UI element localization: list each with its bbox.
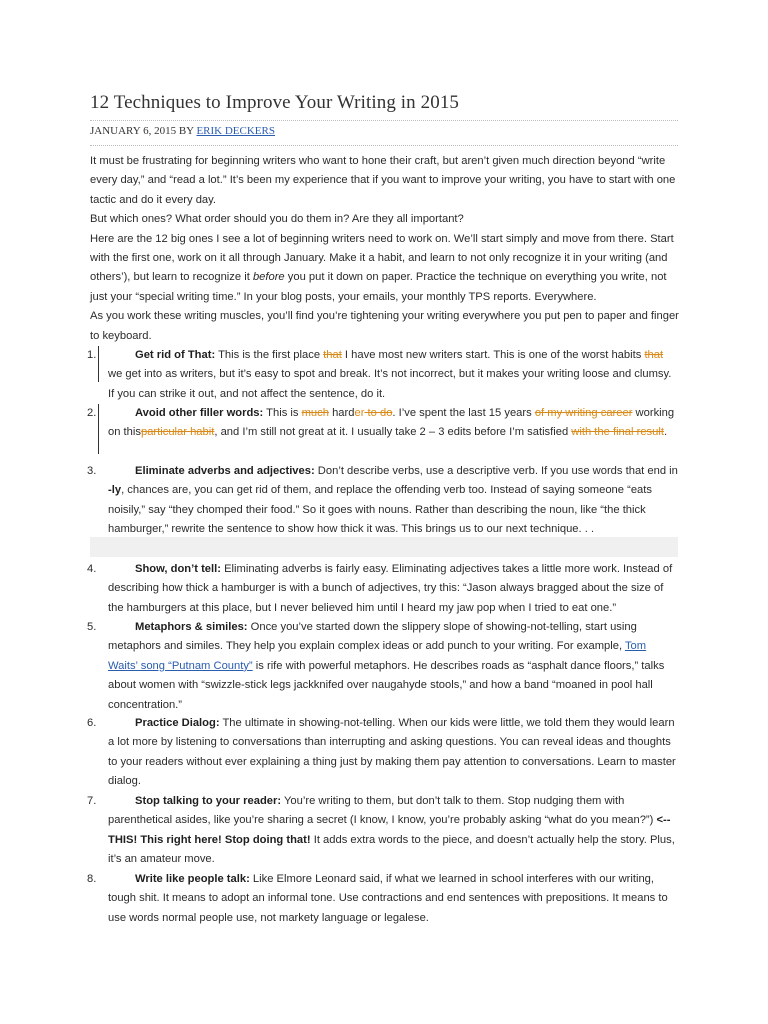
- list-item-text: Metaphors & similes: Once you’ve started down the slippery slope of showing-not-telling, start using metaphors and similes. They help you explain complex ideas or add punch to your writing. For example, Tom Waits’ song “Putnam County” is rife with powerful metaphors. He describes roads as “asphalt dance floors,” talks about women with “swizzle-stick legs jackknifed over naugahyde stools,” and how a band “moaned in pool hall concentration.”: [108, 621, 665, 711]
- deleted-text: with the final result: [571, 426, 664, 439]
- list-number: 6.: [87, 717, 97, 729]
- intro-paragraph: It must be frustrating for beginning writers who want to hone their craft, but aren’t given much direction beyond “write every day,” and “read a lot.” It’s been my experience that if you want to improve your writing, you have to start with one tactic and do it every day.: [90, 155, 676, 206]
- item-heading: Stop talking to your reader:: [135, 795, 282, 807]
- item-heading: Eliminate adverbs and adjectives:: [135, 465, 315, 477]
- emphasis-callout: <-- THIS! This right here! Stop doing that!: [108, 814, 671, 846]
- item-heading: Practice Dialog:: [135, 717, 220, 729]
- deleted-text: that: [323, 349, 342, 361]
- intro-question: But which ones? What order should you do them in? Are they all important?: [90, 213, 464, 226]
- item-heading: Write like people talk:: [135, 873, 250, 885]
- intro-paragraph-2: Here are the 12 big ones I see a lot of beginning writers need to work on. We’ll start simply and move from there. Start with the first one, work on it all through January. Make it a habit, and learn to not only recognize it in your writing (and others’), but learn to recognize it before you put it down on paper. Practice the technique on everything you write, not just your “special writing time.” In your blog posts, your emails, your monthly TPS reports. Everywhere.: [90, 232, 674, 303]
- author-link[interactable]: ERIK DECKERS: [196, 125, 275, 137]
- byline-divider: [90, 145, 678, 146]
- item-heading: Metaphors & similes:: [135, 621, 248, 633]
- item-heading: Get rid of That:: [135, 349, 216, 361]
- song-link[interactable]: Tom Waits’ song “Putnam County”: [108, 640, 647, 672]
- list-number: 1.: [87, 349, 97, 361]
- deleted-text: to do: [364, 407, 393, 419]
- list-item-text: Eliminate adverbs and adjectives: Don’t describe verbs, use a descriptive verb. If you use words that end in -ly, chances are, you can get rid of them, and replace the offending verb too. Instead of saying someone “eats noisily,” say “they chomped their food.” So it goes with nouns. Rather than describing the noun, like “the thick hamburger,” rewrite the sentence to show how thick it was. This brings us to our next technique. . .: [108, 465, 678, 536]
- deleted-text: of my writing career: [534, 407, 633, 419]
- list-item-text: Show, don’t tell: Eliminating adverbs is fairly easy. Eliminating adjectives takes a little more work. Instead of describing how thick a hamburger is with a bunch of adjectives, try this: “Jason always bragged about the size of the hamburgers at this place, but I never believed him until I heard my jaw pop when I tried to eat one.”: [108, 563, 673, 614]
- article-title: 12 Techniques to Improve Your Writing in 2015: [90, 92, 460, 113]
- list-item-text: Avoid other filler words: This is much harder to do. I’ve spent the last 15 years of my writing career working on thisparticular habit, and I’m still not great at it. I usually take 2 – 3 edits before I’m satisfied with the final result.: [108, 407, 675, 439]
- list-number: 2.: [87, 407, 97, 419]
- list-number: 3.: [87, 465, 97, 477]
- list-item-text: Practice Dialog: The ultimate in showing-not-telling. When our kids were little, we told them they would learn a lot more by listening to conversations than interrupting and asking questions. You can reveal ideas and thoughts to your readers without ever explaining a thing just by making them pay attention to conversations. Learn to master dialog.: [108, 717, 676, 788]
- inserted-text: er: [354, 407, 365, 419]
- list-item-text: Stop talking to your reader: You’re writing to them, but don’t talk to them. Stop nudging them with parenthetical asides, like you’re sharing a secret (I know, I know, you’re probably asking “what do you mean?”) <-- THIS! This right here! Stop doing that! It adds extra words to the piece, and doesn’t actually help the story. Plus, it’s an amateur move.: [108, 795, 675, 866]
- suffix-ly: -ly: [108, 484, 122, 497]
- emphasis-before: before: [252, 271, 285, 284]
- byline: [90, 125, 275, 137]
- item-heading: Avoid other filler words:: [135, 407, 264, 419]
- intro-section: [90, 152, 686, 346]
- separator-band: [90, 537, 678, 557]
- list-number: 8.: [87, 873, 97, 885]
- deleted-text: particular habit: [140, 426, 215, 439]
- list-number: 5.: [87, 621, 97, 633]
- list-number: 7.: [87, 795, 97, 807]
- change-bar: [98, 346, 99, 382]
- deleted-text: that: [644, 349, 664, 361]
- item-heading: Show, don’t tell:: [135, 563, 221, 575]
- change-bar: [98, 404, 99, 454]
- byline-date: JANUARY 6, 2015 BY: [90, 125, 197, 137]
- title-divider: [90, 120, 678, 121]
- intro-paragraph-3: As you work these writing muscles, you’ll find you’re tightening your writing everywhere you put pen to paper and finger to keyboard.: [90, 310, 679, 342]
- list-item-text: Write like people talk: Like Elmore Leonard said, if what we learned in school interferes with our writing, tough shit. It means to adopt an informal tone. Use contractions and end sentences with prepositions. It means to use words normal people use, not markety language or legalese.: [108, 873, 668, 924]
- deleted-text: much: [301, 407, 329, 419]
- list-item-text: Get rid of That: This is the first place that I have most new writers start. This is one of the worst habits that we get into as writers, but it’s easy to spot and break. It’s not incorrect, but it makes your writing loose and clumsy. If you can strike it out, and not affect the sentence, do it.: [108, 349, 672, 400]
- list-number: 4.: [87, 563, 97, 575]
